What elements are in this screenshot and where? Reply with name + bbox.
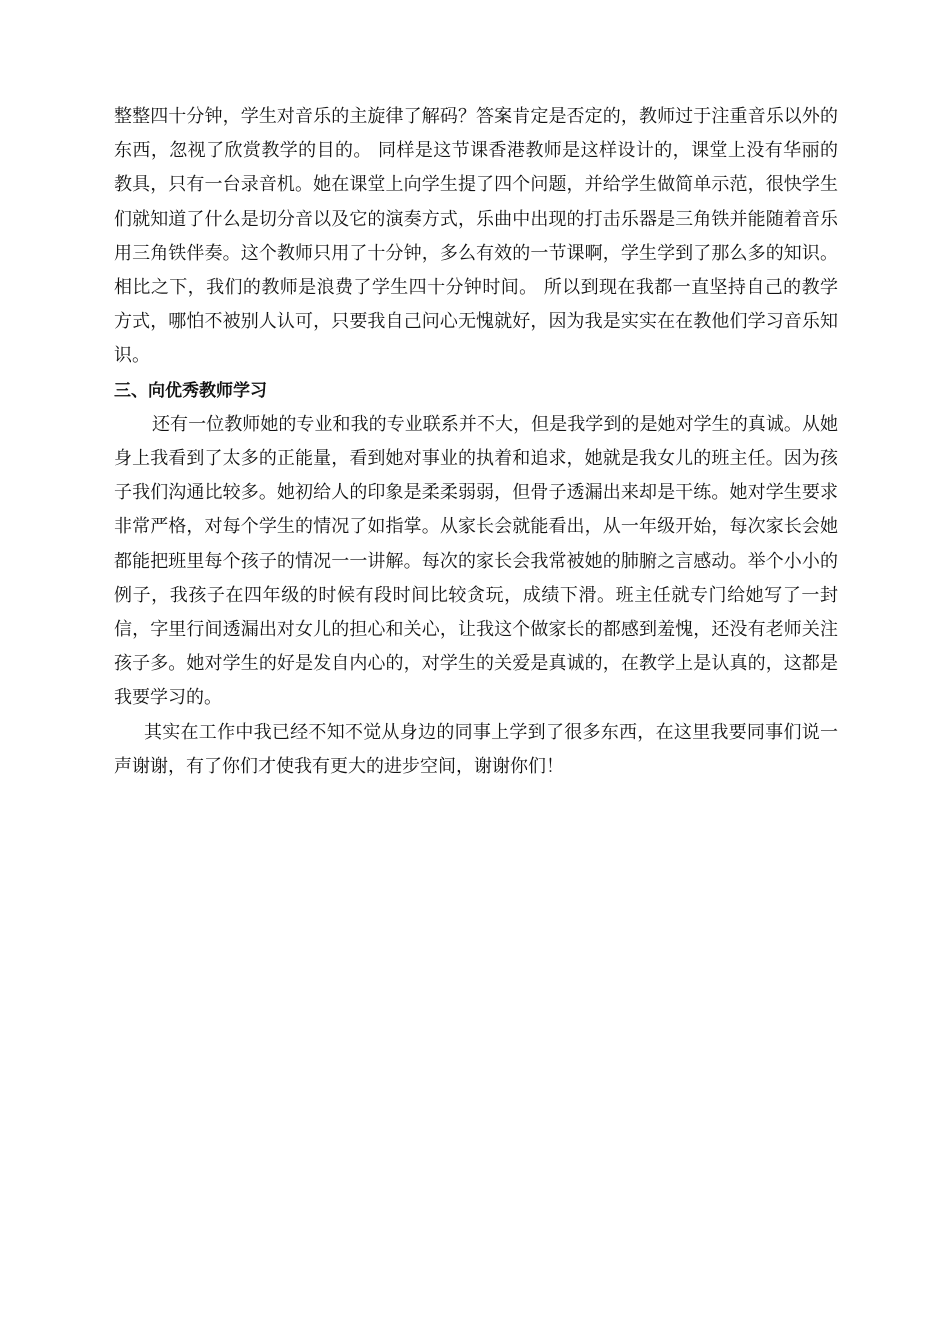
paragraph-closing: 其实在工作中我已经不知不觉从身边的同事上学到了很多东西，在这里我要同事们说一声谢谢，有了你们才使我有更大的进步空间，谢谢你们！ [114,721,838,777]
paragraph-continuation: 整整四十分钟，学生对音乐的主旋律了解码？答案肯定是否定的，教师过于注重音乐以外的东西，忽视了欣赏教学的目的。 同样是这节课香港教师是这样设计的，课堂上没有华丽的教具，只有一台录音机。她在课堂上向学生提了四个问题，并给学生做简单示范，很快学生们就知道了什么是切分音以及它的演奏方式，乐曲中出现的打击乐器是三角铁并能随着音乐用三角铁伴奏。这个教师只用了十分钟，多么有效的一节课啊，学生学到了那么多的知识。相比之下，我们的教师是浪费了学生四十分钟时间。 所以到现在我都一直坚持自己的教学方式，哪怕不被别人认可，只要我自己问心无愧就好，因为我是实实在在教他们学习音乐知识。 [114,106,838,367]
paragraph-teacher-example: 还有一位教师她的专业和我的专业联系并不大，但是我学到的是她对学生的真诚。从她身上我看到了太多的正能量，看到她对事业的执着和追求，她就是我女儿的班主任。因为孩子我们沟通比较多。她初给人的印象是柔柔弱弱，但骨子透漏出来却是干练。她对学生要求非常严格，对每个学生的情况了如指掌。从家长会就能看出，从一年级开始，每次家长会她都能把班里每个孩子的情况一一讲解。每次的家长会我常被她的肺腑之言感动。举个小小的例子，我孩子在四年级的时候有段时间比较贪玩，成绩下滑。班主任就专门给她写了一封信，字里行间透漏出对女儿的担心和关心，让我这个做家长的都感到羞愧，还没有老师关注孩子多。她对学生的好是发自内心的，对学生的关爱是真诚的，在教学上是认真的，这都是我要学习的。 [114,413,838,709]
section-heading: 三、向优秀教师学习 [114,380,267,401]
document-body [114,100,838,784]
